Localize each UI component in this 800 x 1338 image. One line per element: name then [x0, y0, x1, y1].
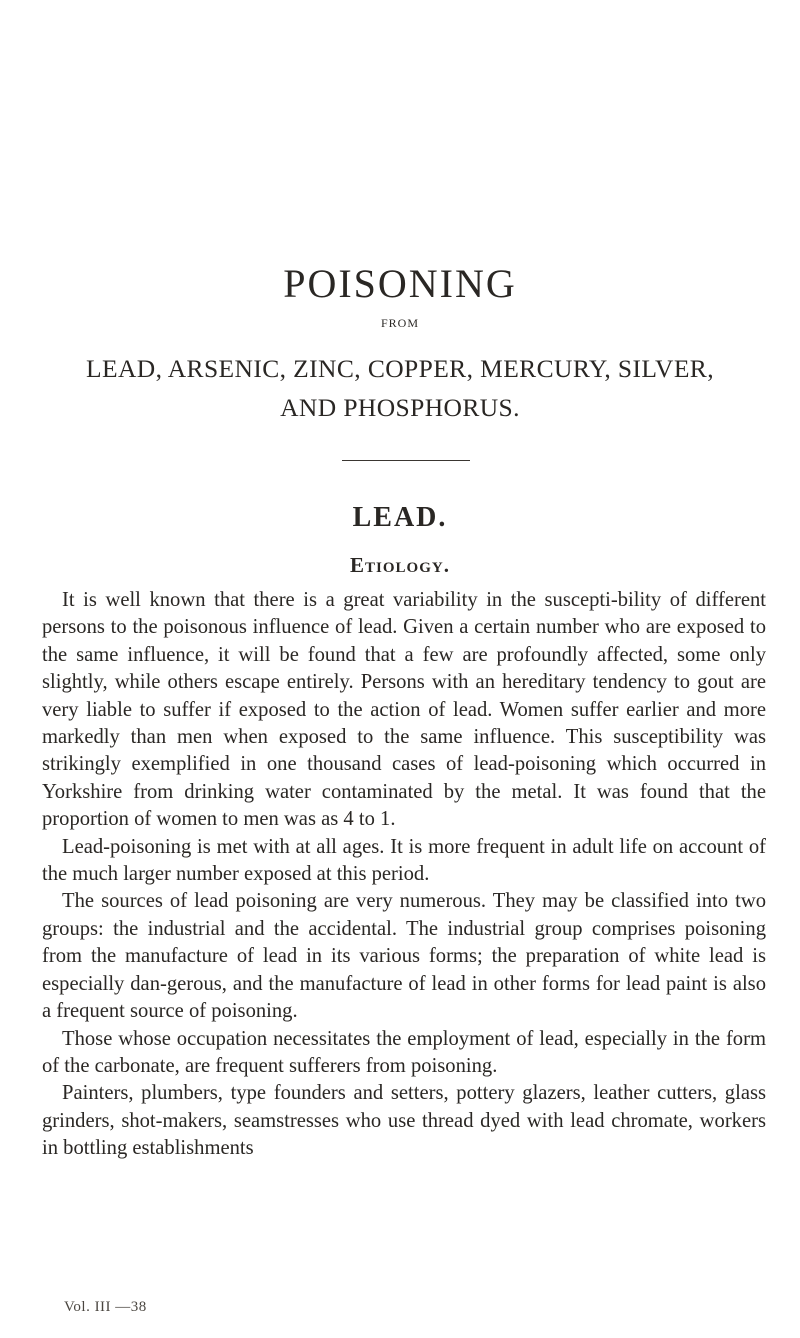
paragraph-2: Lead-poisoning is met with at all ages. It is more frequent in adult life on account of the much larger number exposed at this period. [42, 835, 766, 886]
divider-rule [342, 460, 470, 461]
page-title: POISONING [283, 261, 517, 306]
subtitle-line-2: AND PHOSPHORUS. [280, 393, 520, 422]
paragraph-5: Painters, plumbers, type founders and setters, pottery glazers, leather cutters, glass grinders, shot-makers, seamstresses who use thread dyed with lead chromate, workers in bottling establishments [42, 1082, 766, 1160]
volume-signature: Vol. III —38 [64, 1299, 147, 1315]
paragraph-1: It is well known that there is a great variability in the suscepti-bility of different persons to the poisonous influence of lead. Given a certain number who are exposed to the same influence, it will be found that a few are profoundly affected, some only slightly, while others escape entirely. Persons with an hereditary tendency to gout are very liable to suffer if exposed to the action of lead. Women suffer earlier and more markedly than men when exposed to the same influence. This susceptibility was strikingly exemplified in one thousand cases of lead-poisoning which occurred in Yorkshire from drinking water contaminated by the metal. It was found that the proportion of women to men was as 4 to 1. [42, 589, 766, 831]
paragraph-4: Those whose occupation necessitates the employment of lead, especially in the form of the carbonate, are frequent sufferers from poisoning. [42, 1027, 766, 1077]
subheading: Etiology. [350, 553, 450, 577]
from-label: FROM [380, 316, 419, 330]
subtitle [30, 349, 770, 427]
subtitle-line-1: LEAD, ARSENIC, ZINC, COPPER, MERCURY, SILVER, [86, 354, 714, 383]
body-text [42, 587, 766, 1163]
section-heading: LEAD. [352, 502, 448, 533]
paragraph-3: The sources of lead poisoning are very numerous. They may be classified into two groups: the industrial and the accidental. The industrial group comprises poisoning from the manufacture of lead in its various forms; the preparation of white lead is especially dan-gerous, and the manufacture of lead in other forms for lead paint is also a frequent source of poisoning. [42, 890, 766, 1023]
